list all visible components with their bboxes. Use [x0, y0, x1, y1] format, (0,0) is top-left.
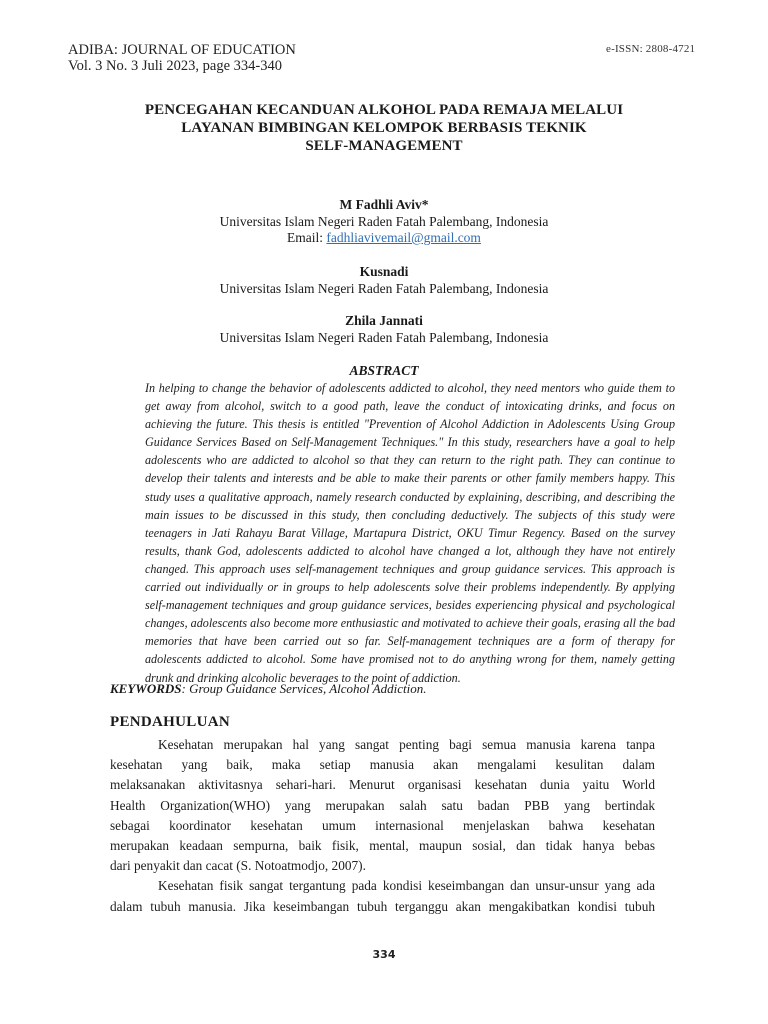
email-label: Email: [287, 230, 327, 245]
author-affiliation: Universitas Islam Negeri Raden Fatah Palembang, Indonesia [219, 329, 549, 345]
abstract-line: drunk and drinking alcoholic beverages to the point of addiction. [145, 670, 461, 685]
abstract-heading: ABSTRACT [349, 363, 419, 378]
abstract-line: In helping to change the behavior of adolescents addicted to alcohol, they need mentors who guide them to [145, 381, 675, 395]
section-body [110, 735, 655, 917]
abstract-line: study uses a qualitative approach, namely research conducted by explaining, describing, and describing the [145, 489, 675, 504]
author-affiliation: Universitas Islam Negeri Raden Fatah Palembang, Indonesia [219, 213, 549, 229]
title-line: SELF-MANAGEMENT [305, 138, 463, 154]
body-line: sebagai koordinator kesehatan umum internasional menjelaskan bahwa kesehatan [110, 817, 655, 833]
issn: e-ISSN: 2808-4721 [606, 43, 696, 55]
author-affiliation: Universitas Islam Negeri Raden Fatah Palembang, Indonesia [219, 280, 549, 296]
abstract-line: develop their talents and interests and be able to make their parents or other family members happy. This [145, 471, 675, 486]
volume-info: Vol. 3 No. 3 Juli 2023, page 334-340 [68, 58, 283, 74]
abstract-line: get away from alcohol, switch to a good path, leave the conduct of intoxicating drinks, and focus on [145, 399, 675, 414]
abstract-line: changes, adolescents also become more enthusiastic and motivated to achieve their goals, erasing all the bad [145, 616, 675, 631]
journal-header [68, 42, 296, 74]
keywords-label: KEYWORDS [110, 681, 182, 696]
abstract-line: adolescents who are addicted to alcohol so that they can return to the right path. They can continue to [145, 453, 675, 468]
body-line: kesehatan yang baik, maka setiap manusia akan mengalami kesulitan dalam [110, 757, 655, 773]
author-email-line [100, 230, 668, 247]
body-line: Kesehatan merupakan hal yang sangat penting bagi semua manusia karena tanpa [158, 737, 655, 752]
title-line: PENCEGAHAN KECANDUAN ALKOHOL PADA REMAJA MELALUI [144, 102, 624, 118]
body-line: dari penyakit dan cacat (S. Notoatmodjo, 2007). [110, 858, 366, 874]
email-link[interactable]: fadhliavivemail@gmail.com [326, 230, 481, 245]
abstract-line: self-management techniques and group guidance services, besides experiencing physical and psychological [145, 598, 675, 613]
abstract-line: memories that have been carried out so far. Self-management techniques are a form of therapy for [145, 634, 675, 649]
author-2 [100, 264, 668, 297]
abstract-line: carried out individually or in groups to help adolescents solve their problems independently. By applying [145, 580, 675, 595]
abstract-body [145, 379, 675, 687]
page-number: 334 [372, 948, 396, 961]
body-line: merupakan keadaan sempurna, baik fisik, mental, maupun sosial, dan tidak hanya bebas [110, 837, 655, 853]
body-line: melaksanakan aktivitasnya sehari-hari. Menurut organisasi kesehatan dunia yaitu World [110, 777, 655, 793]
title-line: LAYANAN BIMBINGAN KELOMPOK BERBASIS TEKNIK [181, 120, 587, 136]
keywords-separator: : [181, 681, 190, 696]
abstract-line: changed. This approach uses self-management techniques and group guidance services. This approach is [145, 561, 675, 576]
keywords [110, 681, 426, 697]
journal-name: ADIBA: JOURNAL OF EDUCATION [68, 42, 296, 58]
keywords-value: Group Guidance Services, Alcohol Addiction. [189, 681, 427, 696]
author-3 [100, 313, 668, 346]
abstract-line: teenagers in Jati Rahayu Barat Village, Martapura District, OKU Timur Regency. Based on the survey [145, 525, 675, 540]
author-name: Zhila Jannati [345, 313, 423, 328]
section-heading: PENDAHULUAN [110, 714, 230, 730]
body-line: Health Organization(WHO) yang merupakan salah satu badan PBB yang bertindak [110, 797, 655, 813]
abstract-line: achieving the future. This thesis is entitled "Prevention of Alcohol Addiction in Adolescents Using Group [145, 417, 675, 432]
paper-title [100, 101, 668, 155]
abstract-line: Guidance Services Based on Self-Management Techniques." In this study, researchers have a goal to help [145, 435, 675, 450]
body-line: Kesehatan fisik sangat tergantung pada kondisi keseimbangan dan unsur-unsur yang ada [158, 878, 655, 894]
abstract-line: adolescents addicted to alcohol. Some have promised not to do anything wrong for them, namely getting [145, 652, 675, 667]
abstract-line: results, thank God, adolescents addicted to alcohol have changed a lot, although they have not entirely [145, 543, 675, 558]
abstract-line: main issues to be discussed in this study, then concluding deductively. The subjects of this study were [145, 507, 675, 522]
author-name: M Fadhli Aviv* [339, 197, 429, 212]
author-name: Kusnadi [359, 264, 409, 279]
author-1 [100, 197, 668, 247]
body-line: dalam tubuh manusia. Jika keseimbangan tubuh terganggu akan mengakibatkan kondisi tubuh [110, 898, 655, 914]
